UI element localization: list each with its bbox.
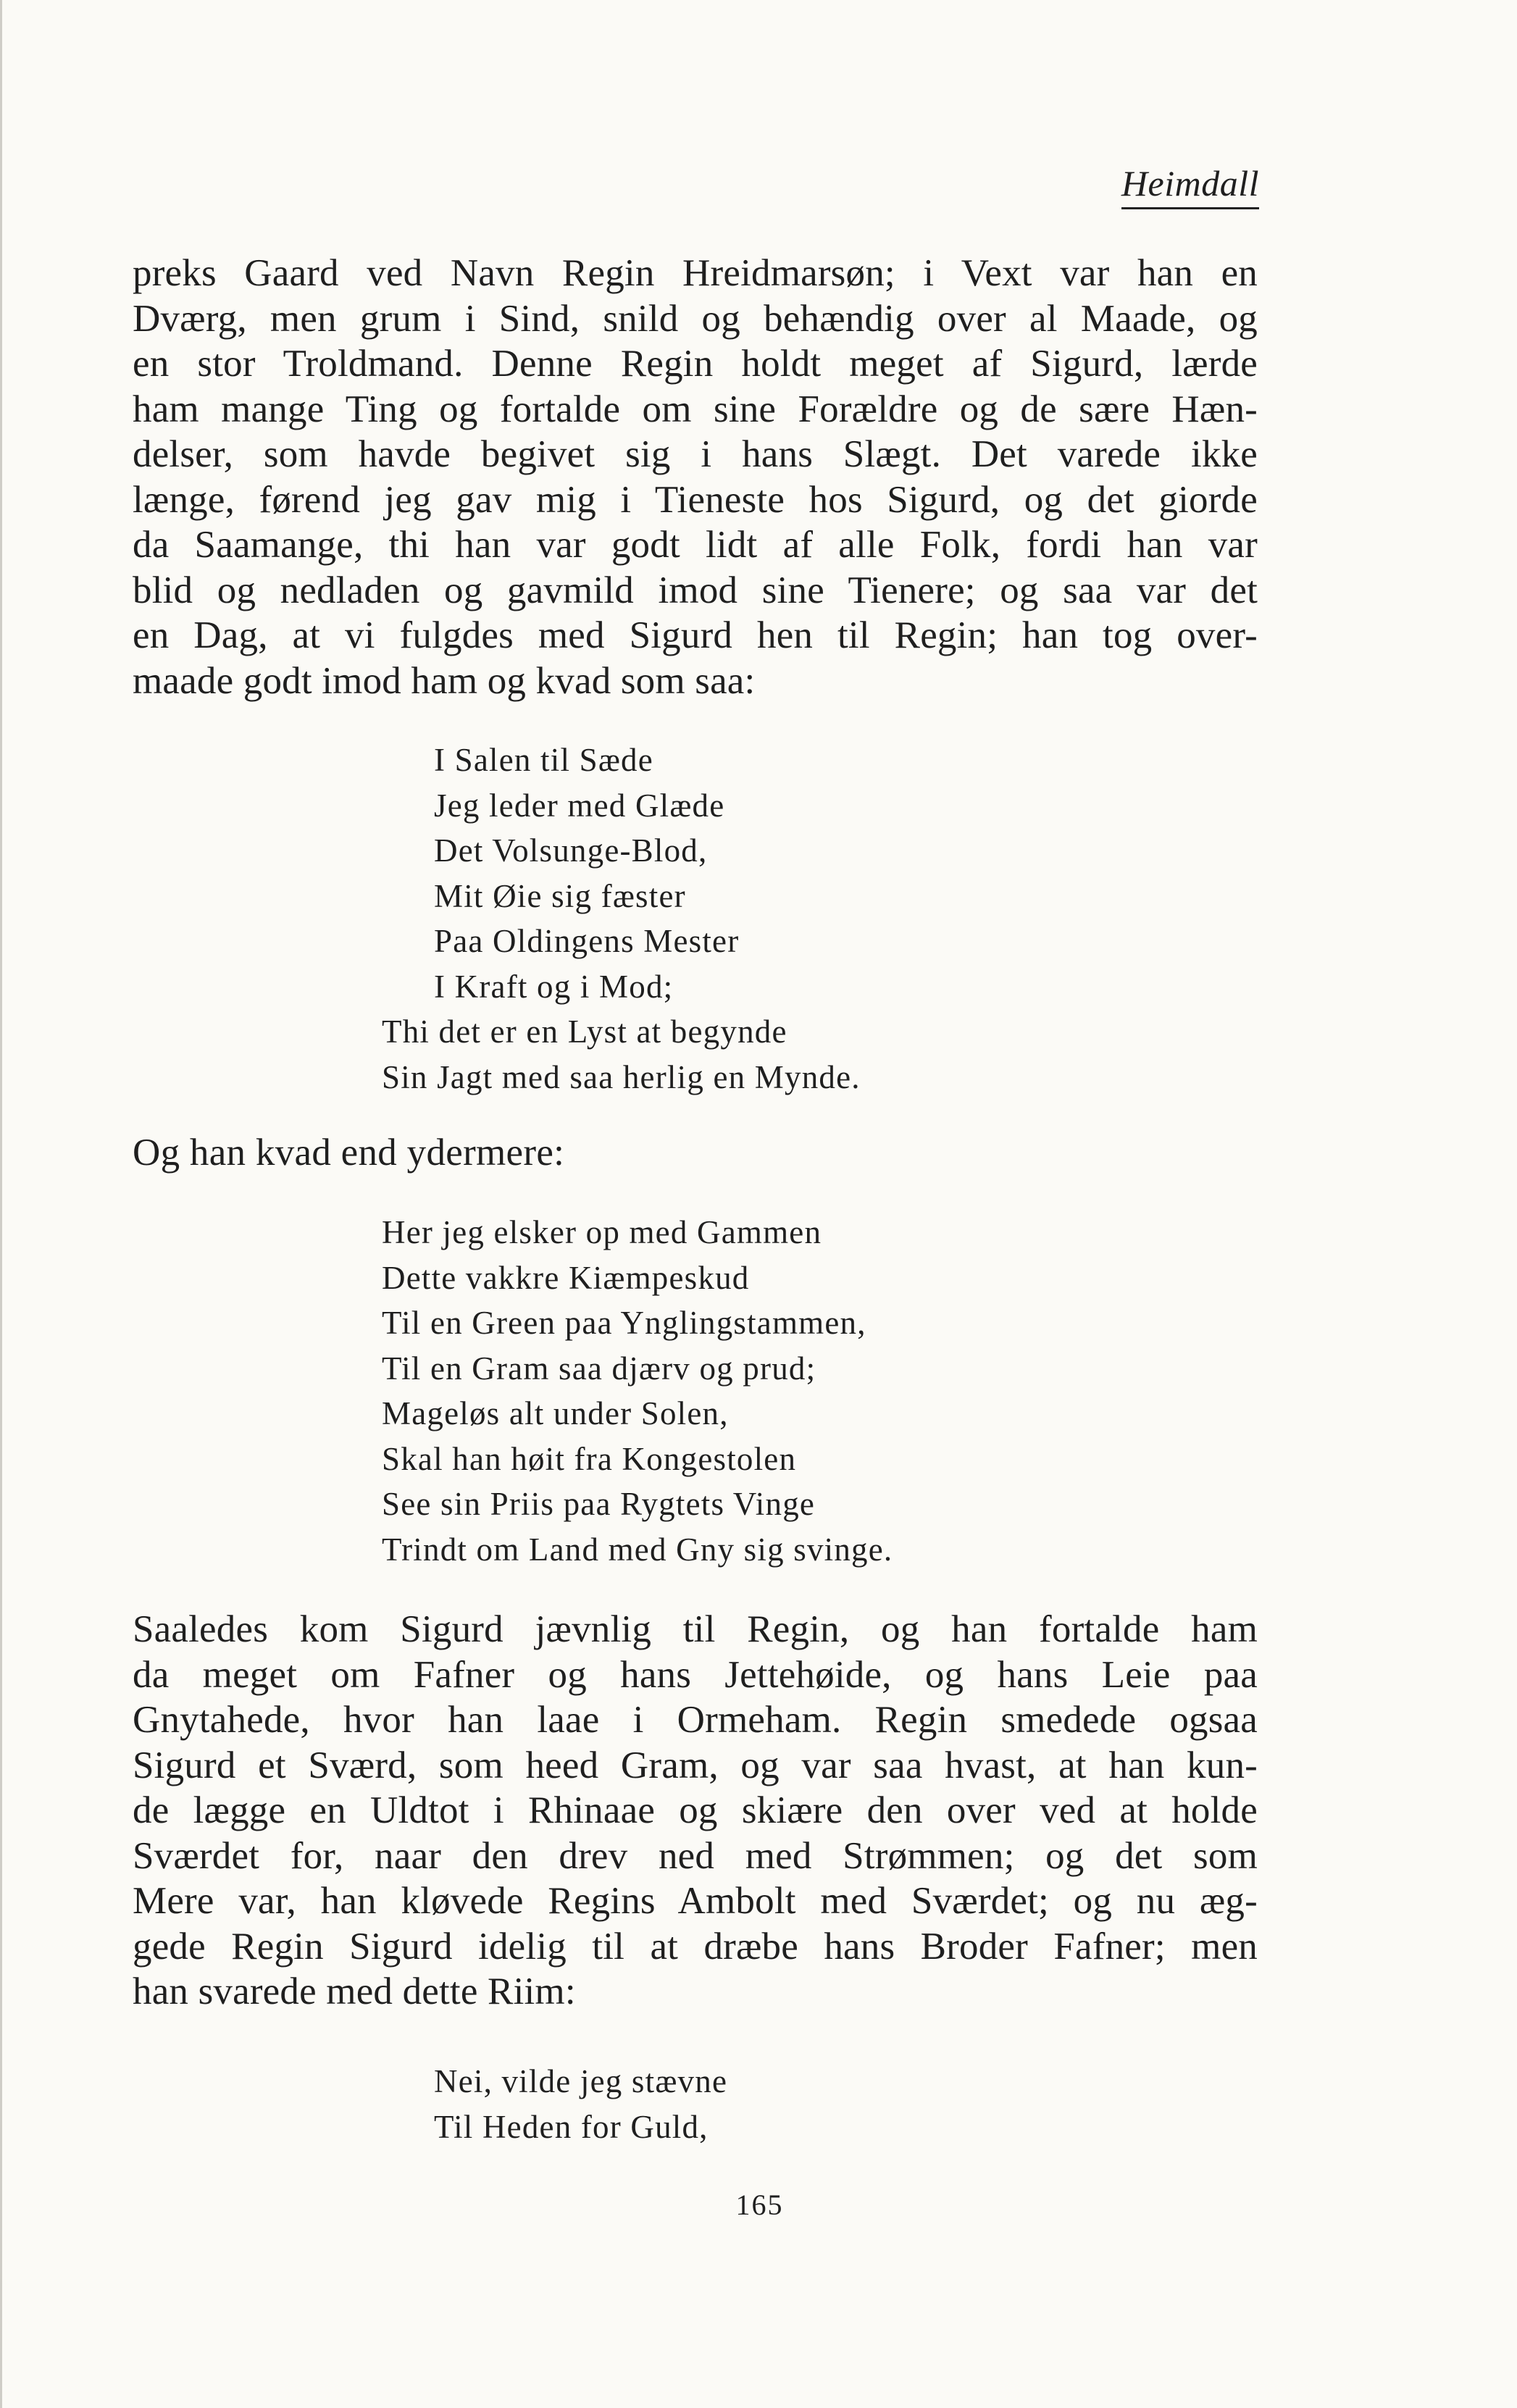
verse-line: Mageløs alt under Solen, bbox=[382, 1395, 729, 1431]
paragraph-1 bbox=[133, 251, 1258, 703]
verse-line: Skal han høit fra Kongestolen bbox=[382, 1440, 797, 1477]
verse-line: Til en Green paa Ynglingstammen, bbox=[382, 1305, 866, 1341]
verse-line: Paa Oldingens Mester bbox=[434, 923, 740, 959]
text-line: da meget om Fafner og hans Jettehøide, og hans Leie paa bbox=[133, 1653, 1258, 1696]
paragraph-3 bbox=[133, 1607, 1258, 2015]
page-number: 165 bbox=[735, 2188, 784, 2221]
text-line: maade godt imod ham og kvad som saa: bbox=[133, 659, 756, 702]
text-line: ham mange Ting og fortalde om sine Forældre og de sære Hæn- bbox=[133, 388, 1258, 430]
verse-line: I Kraft og i Mod; bbox=[434, 968, 674, 1005]
verse-line: Sin Jagt med saa herlig en Mynde. bbox=[382, 1058, 861, 1095]
text-line: Dværg, men grum i Sind, snild og behændig over al Maade, og bbox=[133, 297, 1258, 340]
text-line: gede Regin Sigurd idelig til at dræbe hans Broder Fafner; men bbox=[133, 1925, 1258, 1968]
text-line: Sigurd et Sværd, som heed Gram, og var saa hvast, at han kun- bbox=[133, 1744, 1258, 1786]
text-line: en Dag, at vi fulgdes med Sigurd hen til Regin; han tog over- bbox=[133, 614, 1258, 656]
verse-line: I Salen til Sæde bbox=[434, 742, 653, 778]
verse-line: Mit Øie sig fæster bbox=[434, 877, 686, 914]
verse-line: Nei, vilde jeg stævne bbox=[434, 2063, 728, 2099]
verse-line: Trindt om Land med Gny sig svinge. bbox=[382, 1531, 893, 1568]
verse-2 bbox=[382, 1210, 893, 1572]
verse-line: Det Volsunge-Blod, bbox=[434, 832, 708, 869]
verse-3 bbox=[434, 2059, 727, 2149]
text-line: preks Gaard ved Navn Regin Hreidmarsøn; i Vext var han en bbox=[133, 252, 1258, 294]
text-line: delser, som havde begivet sig i hans Slægt. Det varede ikke bbox=[133, 433, 1258, 475]
text-line: da Saamange, thi han var godt lidt af alle Folk, fordi han var bbox=[133, 524, 1258, 566]
verse-line: See sin Priis paa Rygtets Vinge bbox=[382, 1486, 816, 1522]
verse-line: Til Heden for Guld, bbox=[434, 2108, 709, 2145]
verse-1 bbox=[382, 737, 861, 1100]
verse-line: Dette vakkre Kiæmpeskud bbox=[382, 1259, 750, 1296]
text-line: Sværdet for, naar den drev ned med Strømmen; og det som bbox=[133, 1834, 1258, 1877]
text-line: en stor Troldmand. Denne Regin holdt meget af Sigurd, lærde bbox=[133, 343, 1258, 385]
text-line: Mere var, han kløvede Regins Ambolt med Sværdet; og nu æg- bbox=[133, 1880, 1258, 1922]
text-line: han svarede med dette Riim: bbox=[133, 1970, 576, 2012]
text-line: Saaledes kom Sigurd jævnlig til Regin, og han fortalde ham bbox=[133, 1608, 1258, 1650]
verse-line: Til en Gram saa djærv og prud; bbox=[382, 1350, 816, 1387]
running-head: Heimdall bbox=[1121, 161, 1259, 209]
text-line: de lægge en Uldtot i Rhinaae og skiære den over ved at holde bbox=[133, 1789, 1258, 1831]
text-line: længe, førend jeg gav mig i Tieneste hos Sigurd, og det giorde bbox=[133, 478, 1258, 521]
verse-line: Jeg leder med Glæde bbox=[434, 787, 725, 824]
verse-2-intro: Og han kvad end ydermere: bbox=[133, 1132, 565, 1174]
verse-line: Thi det er en Lyst at begynde bbox=[382, 1013, 787, 1050]
text-line: Gnytahede, hvor han laae i Ormeham. Regin smedede ogsaa bbox=[133, 1699, 1258, 1741]
text-line: blid og nedladen og gavmild imod sine Tienere; og saa var det bbox=[133, 569, 1258, 611]
verse-line: Her jeg elsker op med Gammen bbox=[382, 1214, 822, 1250]
